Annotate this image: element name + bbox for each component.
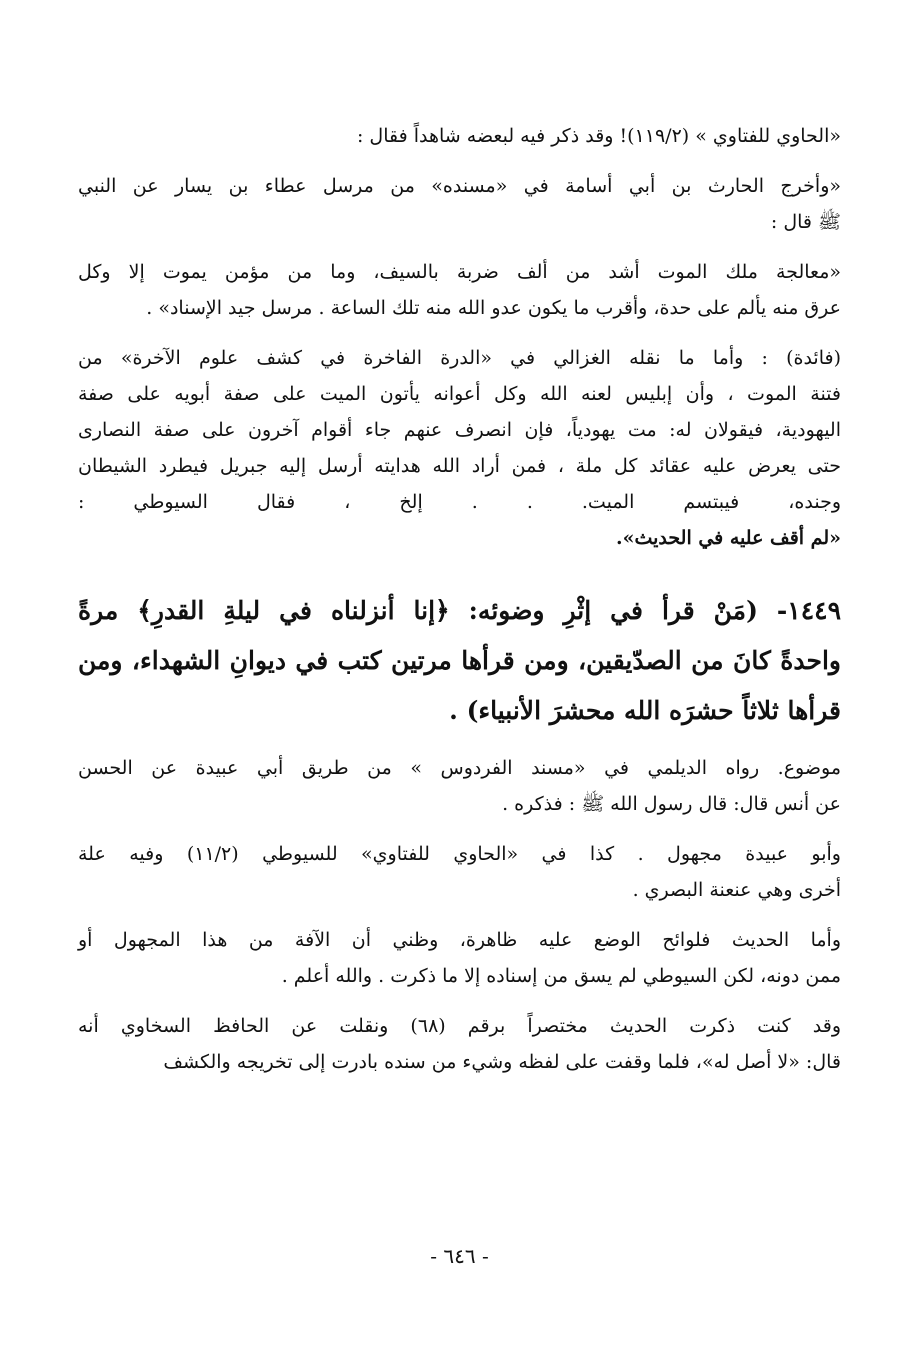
text-line: وقد كنت ذكرت الحديث مختصراً برقم (٦٨) ونقلت عن الحافظ السخاوي أنه [78,1015,842,1037]
text-line: فتنة الموت ، وأن إبليس لعنه الله وكل أعوانه يأتون الميت على صفة أبويه على صفة [78,383,841,405]
text-line: حتى يعرض عليه عقائد كل ملة ، فمن أراد الله هدايته أرسل إليه جبريل فيطرد الشيطان [78,455,841,477]
text-line: «وأخرج الحارث بن أبي أسامة في «مسنده» من مرسل عطاء بن يسار عن النبي [78,175,841,197]
text-paragraph [78,168,841,240]
text-line: موضوع. رواه الديلمي في «مسند الفردوس » من طريق أبي عبيدة عن الحسن [78,757,841,779]
paragraph-gap [78,556,841,586]
page-number: - ٦٤٦ - [430,1244,489,1268]
text-line: «لم أقف عليه في الحديث». [615,527,841,549]
paragraph-gap [78,994,841,1008]
text-line: ﷺ قال : [770,211,841,233]
text-line: ممن دونه، لكن السيوطي لم يسق من إسناده إلا ما ذكرت . والله أعلم . [281,965,841,987]
paragraph-gap [78,736,841,750]
text-line: «معالجة ملك الموت أشد من ألف ضربة بالسيف، وما من مؤمن يموت إلا وكل [78,261,841,283]
text-line: عرق منه يألم على حدة، وأقرب ما يكون عدو الله منه تلك الساعة . مرسل جيد الإسناد» . [146,297,841,319]
text-line: (فائدة) : وأما ما نقله الغزالي في «الدرة الفاخرة في كشف علوم الآخرة» من [78,347,841,369]
text-paragraph [78,750,841,822]
text-line: «الحاوي للفتاوي » (١١٩/٢)! وقد ذكر فيه لبعضه شاهداً فقال : [356,125,841,147]
text-paragraph [78,836,841,908]
text-line: ١٤٤٩- (مَنْ قرأ في إثْرِ وضوئه: ﴿إنا أنزلناه في ليلةِ القدرِ﴾ مرةً [78,596,841,625]
text-line: واحدةً كانَ من الصدّيقين، ومن قرأها مرتين كتب في ديوانِ الشهداء، ومن [78,646,841,675]
paragraph-gap [78,822,841,836]
text-line: أخرى وهي عنعنة البصري . [632,879,841,901]
text-line: اليهودية، فيقولان له: مت يهودياً، فإن انصرف عنهم جاء أقوام آخرون على صفة النصارى [78,419,841,441]
text-paragraph [78,1008,841,1080]
paragraph-gap [78,154,841,168]
text-paragraph [78,922,841,994]
text-line: وأما الحديث فلوائح الوضع عليه ظاهرة، وظني أن الآفة من هذا المجهول أو [78,929,841,951]
text-paragraph [78,118,841,154]
text-line: عن أنس قال: قال رسول الله ﷺ : فذكره . [502,793,841,815]
text-line: وأبو عبيدة مجهول . كذا في «الحاوي للفتاوي» للسيوطي (١١/٢) وفيه علة [78,843,841,865]
page-body [78,118,841,1080]
text-paragraph [78,254,841,326]
paragraph-gap [78,240,841,254]
text-paragraph [78,340,841,556]
text-line: قرأها ثلاثاً حشرَه الله محشرَ الأنبياء) . [449,696,841,725]
paragraph-gap [78,908,841,922]
paragraph-gap [78,326,841,340]
text-line: وجنده، فيبتسم الميت. . . إلخ ، فقال السيوطي : [78,491,841,513]
text-line: قال: «لا أصل له»، فلما وقفت على لفظه وشيء من سنده بادرت إلى تخريجه والكشف [163,1051,841,1073]
hadith-heading [78,586,841,736]
